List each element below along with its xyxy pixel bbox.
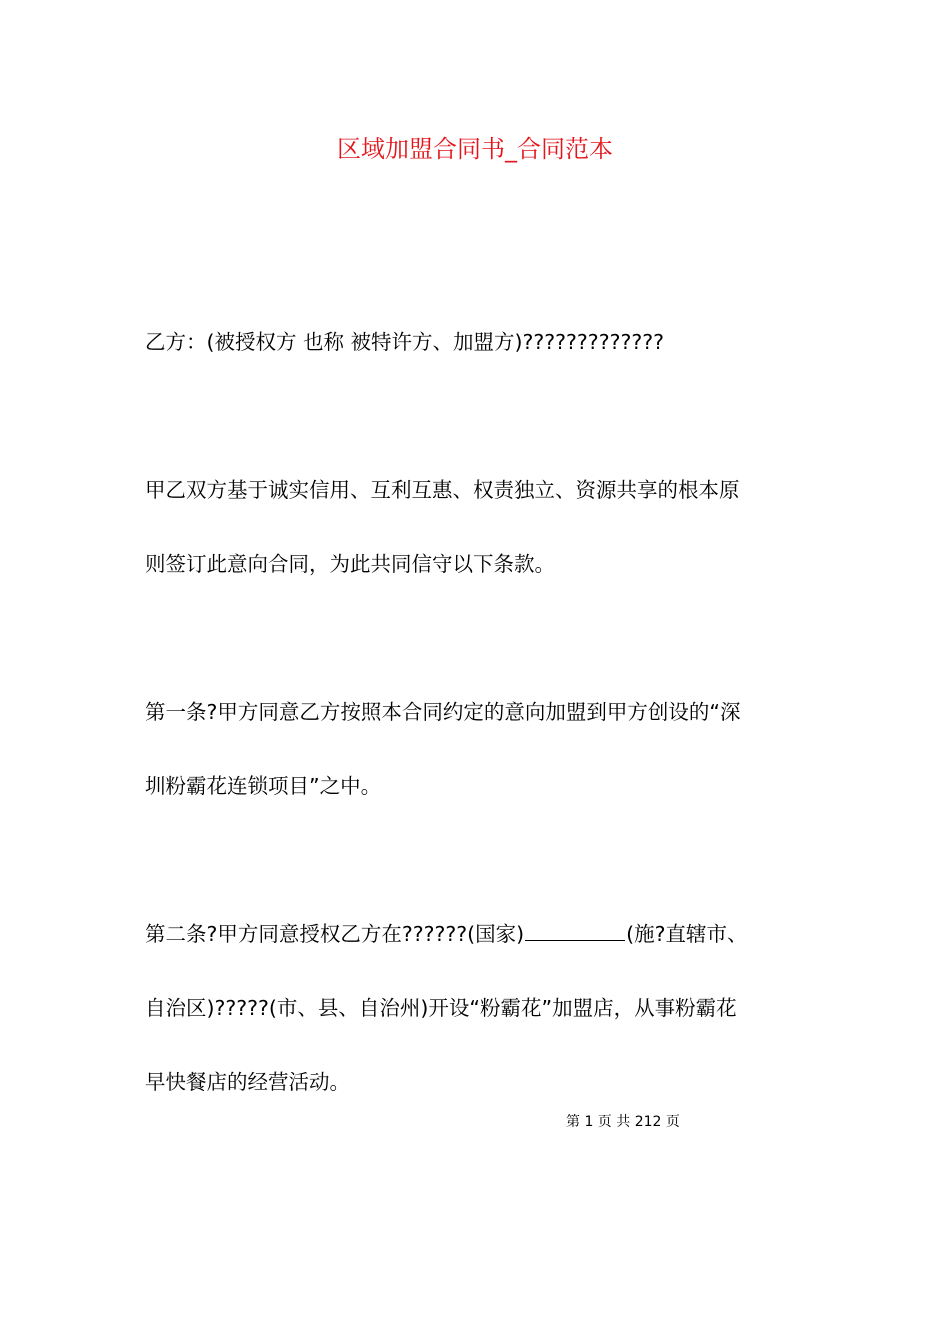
- article-2-line-1-end: (施?直辖市、: [626, 922, 748, 946]
- intro-line-2: 则签订此意向合同，为此共同信守以下条款。: [145, 552, 555, 576]
- party-b-line: 乙方：(被授权方 也称 被特许方、加盟方)?????????????: [145, 330, 664, 354]
- article-1-line-2: 圳粉霸花连锁项目”之中。: [145, 774, 382, 798]
- article-2-line-1: [145, 916, 810, 990]
- party-b-paragraph: [145, 324, 810, 360]
- article-1-line-1: 第一条?甲方同意乙方按照本合同约定的意向加盟到甲方创设的“深: [145, 700, 741, 724]
- article-1-paragraph: [145, 694, 810, 804]
- article-2-line-3: 早快餐店的经营活动。: [145, 1070, 350, 1094]
- article-2-paragraph: [145, 916, 810, 1100]
- article-2-line-2: 自治区)?????(市、县、自治州)开设“粉霸花”加盟店，从事粉霸花: [145, 996, 737, 1020]
- intro-paragraph: [145, 472, 810, 582]
- intro-line-1: 甲乙双方基于诚实信用、互利互惠、权责独立、资源共享的根本原: [145, 478, 740, 502]
- article-2-line-1-start: 第二条?甲方同意授权乙方在??????(国家): [145, 922, 525, 946]
- fill-in-blank: [525, 920, 625, 941]
- document-title: 区域加盟合同书_合同范本: [337, 135, 613, 163]
- page-footer: 第 1 页 共 212 页: [566, 1114, 680, 1130]
